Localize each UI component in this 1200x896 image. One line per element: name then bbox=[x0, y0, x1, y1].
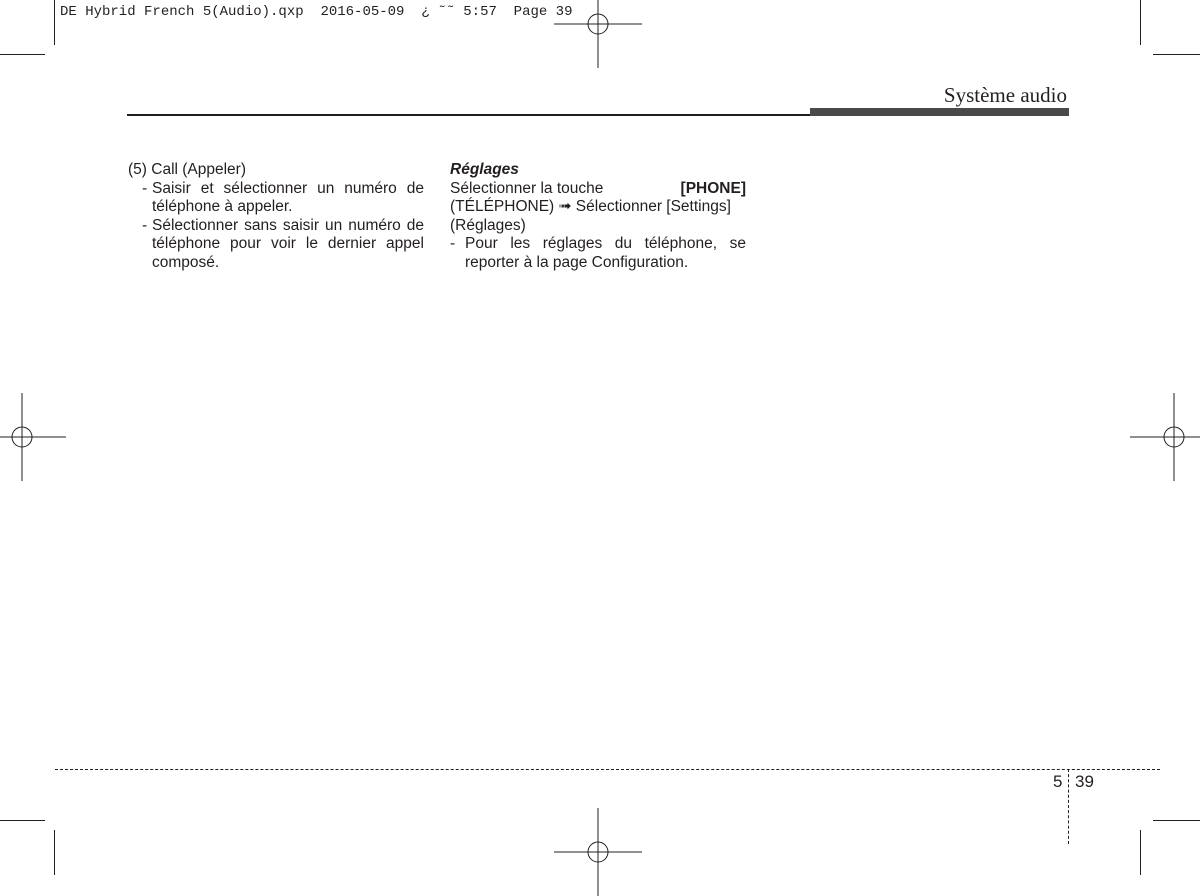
crop-mark-top-left-vertical bbox=[54, 0, 55, 45]
left-column bbox=[128, 161, 424, 273]
crop-mark-bottom-left-vertical bbox=[54, 830, 55, 875]
registration-mark-bottom-icon bbox=[554, 808, 642, 896]
header-rule-accent bbox=[810, 108, 1069, 116]
call-heading: (5) Call (Appeler) bbox=[128, 161, 247, 178]
right-column bbox=[450, 161, 746, 273]
instruction-line-3: (Réglages) bbox=[450, 216, 526, 234]
registration-mark-left-icon bbox=[0, 393, 66, 481]
page-number: 39 bbox=[1075, 772, 1094, 791]
chapter-number: 5 bbox=[1053, 772, 1063, 791]
header-rule bbox=[127, 114, 810, 116]
registration-mark-right-icon bbox=[1130, 393, 1200, 481]
footer-dashed-rule bbox=[55, 769, 1160, 770]
list-item-text: Saisir et sélectionner un numéro de téléphone à appeler. bbox=[152, 179, 424, 216]
list-dash: - bbox=[142, 216, 148, 234]
instruction-lead: Sélectionner la touche bbox=[450, 179, 604, 197]
crop-mark-top-right-vertical bbox=[1140, 0, 1141, 45]
crop-mark-bottom-right-horizontal bbox=[1153, 820, 1200, 821]
phone-button-label: [PHONE] bbox=[680, 179, 746, 197]
list-item-text: Pour les réglages du téléphone, se reporter à la page Configuration. bbox=[465, 235, 746, 271]
crop-mark-top-left-horizontal bbox=[0, 54, 45, 55]
crop-mark-top-right-horizontal bbox=[1153, 54, 1200, 55]
list-item-text: Sélectionner sans saisir un numéro de téléphone pour voir le dernier appel composé. bbox=[152, 216, 424, 271]
registration-mark-top-icon bbox=[554, 0, 642, 68]
list-item bbox=[128, 217, 424, 273]
settings-subheading: Réglages bbox=[450, 161, 519, 178]
list-dash: - bbox=[450, 235, 456, 253]
list-item bbox=[450, 235, 746, 272]
footer-dashed-divider bbox=[1068, 769, 1069, 844]
section-title: Système audio bbox=[943, 83, 1067, 107]
crop-mark-bottom-left-horizontal bbox=[0, 820, 45, 821]
instruction-line-1 bbox=[450, 180, 746, 199]
list-item bbox=[128, 180, 424, 217]
list-dash: - bbox=[142, 179, 148, 197]
instruction-line-2: (TÉLÉPHONE) ➟ Sélectionner [Settings] bbox=[450, 198, 731, 216]
crop-mark-bottom-right-vertical bbox=[1140, 830, 1141, 875]
print-slug-line: DE Hybrid French 5(Audio).qxp 2016-05-09 ¿ ˜˜ 5:57 Page 39 bbox=[60, 4, 573, 20]
